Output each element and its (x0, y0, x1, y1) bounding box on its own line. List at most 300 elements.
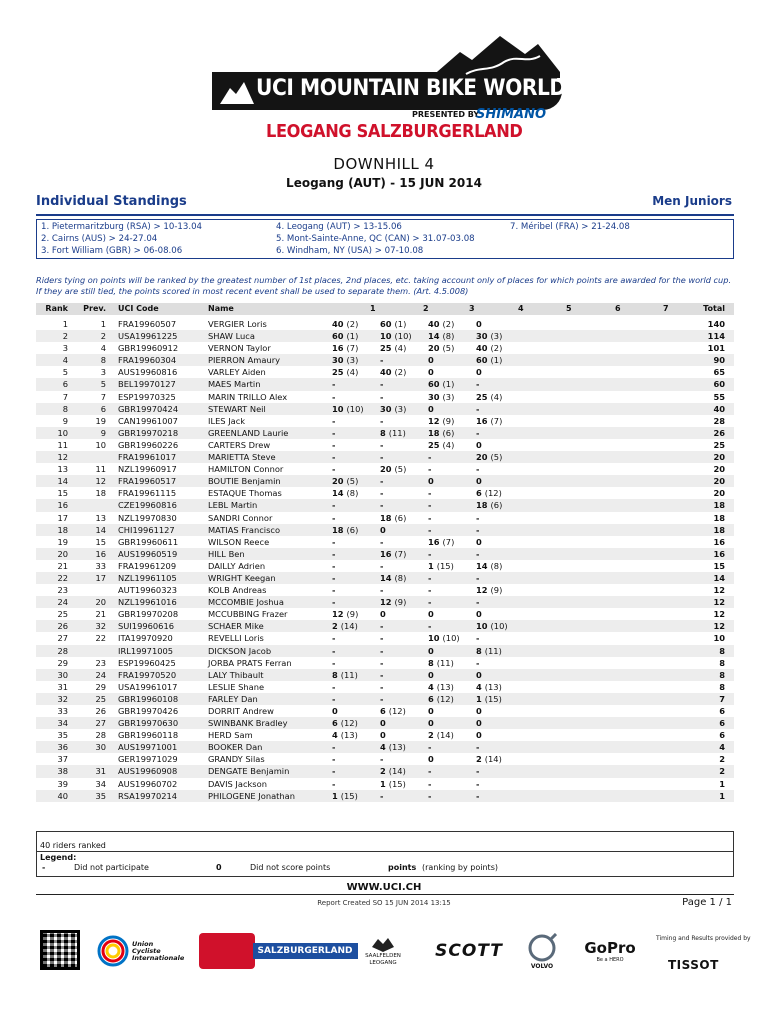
cell-event-2 (380, 717, 389, 729)
event-place: (14) (340, 621, 358, 632)
event-points: - (428, 790, 432, 801)
event-points: - (428, 597, 432, 608)
cell-total: 18 (713, 512, 725, 523)
event-points: 6 (428, 693, 434, 704)
event-points: - (332, 693, 336, 704)
event-place: (13) (388, 742, 406, 753)
cell-name: FARLEY Dan (208, 693, 258, 704)
cell-event-4 (476, 608, 485, 620)
event-place: (11) (436, 657, 454, 668)
event-points: 6 (332, 718, 338, 729)
cell-event-2 (380, 790, 386, 802)
cell-event-2 (380, 608, 389, 620)
event-points: 14 (332, 488, 344, 499)
event-points: 2 (332, 621, 338, 632)
event-points: - (380, 476, 384, 487)
table-row (36, 584, 734, 596)
table-row (36, 753, 734, 765)
event-place: (3) (442, 391, 455, 402)
cell-prev: 8 (100, 355, 106, 366)
cell-event-4 (476, 645, 502, 657)
section-title: Individual Standings (36, 194, 187, 209)
event-points: - (428, 778, 432, 789)
event-points: 40 (476, 343, 488, 354)
cell-event-3 (428, 524, 434, 536)
event-subtitle: Leogang (AUT) - 15 JUN 2014 (286, 176, 482, 190)
event-points: - (380, 391, 384, 402)
cell-code: FRA19960507 (118, 319, 177, 329)
timing-label: Timing and Results provided by (656, 935, 751, 942)
event-points: - (428, 548, 432, 559)
event-points: 0 (428, 669, 434, 680)
cell-name: VERGIER Loris (208, 319, 267, 329)
saalfelden-logo (352, 930, 414, 972)
cell-event-1 (332, 572, 338, 584)
col-event-6: 6 (615, 304, 621, 313)
table-row (36, 560, 734, 572)
website-link[interactable]: WWW.UCI.CH (346, 882, 422, 893)
cell-prev: 34 (95, 778, 106, 789)
event-place: (12) (388, 706, 406, 716)
cell-name: BOOKER Dan (208, 742, 263, 753)
event-points: 20 (428, 343, 440, 354)
cell-event-3 (428, 427, 454, 439)
cell-event-4 (476, 620, 508, 632)
event-points: - (380, 355, 384, 366)
event-place: (9) (442, 415, 455, 426)
event-place: (1) (490, 355, 503, 366)
event-place: (11) (484, 645, 502, 656)
cell-code: AUS19960519 (118, 548, 178, 559)
cell-prev: 22 (95, 633, 106, 644)
cell-event-2 (380, 705, 406, 717)
event-place: (2) (442, 319, 455, 329)
cell-event-3 (428, 548, 434, 560)
event-place: (6) (490, 500, 503, 511)
event-points: - (332, 391, 336, 402)
cell-prev: 21 (95, 609, 106, 620)
cell-code: RSA19970214 (118, 790, 178, 801)
cell-event-2 (380, 753, 386, 765)
eagle-icon (370, 935, 396, 953)
table-row (36, 572, 734, 584)
cell-rank: 15 (57, 488, 68, 499)
cell-event-1 (332, 729, 358, 741)
cell-rank: 13 (57, 464, 68, 475)
cell-event-1 (332, 753, 338, 765)
cell-event-3 (428, 512, 434, 524)
cell-event-3 (428, 705, 437, 717)
event-points: - (332, 766, 336, 777)
volvo-logo (520, 930, 564, 972)
venue-item: 2. Cairns (AUS) > 24-27.04 (41, 234, 158, 244)
event-place: (14) (388, 766, 406, 777)
cell-name: ILES Jack (208, 415, 246, 426)
event-place: (13) (436, 681, 454, 692)
event-points: 12 (428, 415, 440, 426)
table-row (36, 475, 734, 487)
event-points: 10 (380, 331, 392, 342)
cell-prev: 5 (100, 379, 106, 390)
cell-rank: 35 (57, 730, 68, 741)
cell-name: ESTAQUE Thomas (208, 488, 282, 499)
event-place: (12) (436, 693, 454, 704)
event-points: 30 (476, 331, 488, 342)
table-row (36, 705, 734, 717)
table-row (36, 427, 734, 439)
event-points: 1 (380, 778, 386, 789)
event-points: 10 (332, 403, 344, 414)
cell-prev: 26 (95, 706, 106, 716)
cell-total: 12 (713, 609, 725, 620)
cell-total: 20 (713, 464, 725, 475)
leogang-badge-logo (196, 930, 258, 972)
event-place: (8) (490, 560, 503, 571)
cell-event-1 (332, 608, 358, 620)
event-points: 1 (476, 693, 482, 704)
event-place: (15) (340, 790, 358, 801)
table-row (36, 451, 734, 463)
cell-total: 65 (713, 367, 725, 378)
cell-event-2 (380, 657, 386, 669)
cell-total: 140 (707, 319, 725, 329)
cell-event-3 (428, 499, 434, 511)
cell-event-1 (332, 439, 338, 451)
venue-item: 7. Méribel (FRA) > 21-24.08 (510, 222, 630, 232)
event-place: (2) (394, 367, 407, 378)
cell-name: LEBL Martin (208, 500, 258, 511)
cell-event-4 (476, 596, 482, 608)
cell-rank: 20 (57, 548, 68, 559)
cell-name: MARIETTA Steve (208, 452, 276, 463)
cell-event-2 (380, 378, 386, 390)
table-row (36, 330, 734, 342)
cell-event-1 (332, 669, 358, 681)
salzburgerland-label: SALZBURGERLAND (253, 943, 358, 959)
cell-event-2 (380, 451, 386, 463)
cell-total: 16 (713, 548, 725, 559)
table-row (36, 632, 734, 644)
scott-logo: SCOTT (435, 941, 503, 961)
cell-event-1 (332, 403, 364, 415)
event-points: - (476, 512, 480, 523)
venue-list (36, 219, 734, 259)
event-points: - (428, 500, 432, 511)
event-points: - (428, 524, 432, 535)
cell-event-3 (428, 632, 460, 644)
cell-code: GBR19960226 (118, 439, 179, 450)
cell-code: NZL19961105 (118, 572, 177, 583)
cell-rank: 10 (57, 427, 68, 438)
cell-rank: 31 (57, 681, 68, 692)
event-points: - (380, 439, 384, 450)
venue-item: 3. Fort William (GBR) > 06-08.06 (41, 246, 183, 256)
gopro-logo (572, 930, 648, 972)
cell-event-1 (332, 790, 358, 802)
uci-logo (96, 930, 130, 972)
event-points: - (476, 766, 480, 777)
cell-event-3 (428, 620, 434, 632)
cell-event-4 (476, 632, 482, 644)
event-place: (7) (394, 548, 407, 559)
event-place: (2) (490, 343, 503, 354)
event-points: 8 (332, 669, 338, 680)
cell-rank: 19 (57, 536, 68, 547)
cell-event-3 (428, 765, 434, 777)
table-row (36, 391, 734, 403)
cell-event-1 (332, 645, 338, 657)
event-points: 0 (428, 609, 434, 620)
cell-event-4 (476, 717, 485, 729)
cell-event-4 (476, 741, 482, 753)
cell-rank: 26 (57, 621, 68, 632)
event-points: - (380, 633, 384, 644)
cell-event-2 (380, 548, 406, 560)
event-points: 40 (380, 367, 392, 378)
event-points: - (476, 548, 480, 559)
cell-event-4 (476, 572, 482, 584)
event-points: 0 (476, 609, 482, 620)
cell-event-2 (380, 596, 406, 608)
col-event-3: 3 (469, 304, 475, 313)
event-points: - (428, 464, 432, 475)
event-place: (15) (436, 560, 454, 571)
cell-code: GBR19960611 (118, 536, 179, 547)
event-points: - (476, 597, 480, 608)
cell-code: AUS19960908 (118, 766, 178, 777)
cell-event-1 (332, 741, 338, 753)
cell-event-1 (332, 548, 338, 560)
event-points: - (476, 427, 480, 438)
cell-prev: 6 (100, 403, 106, 414)
event-points: 10 (476, 621, 488, 632)
cell-name: WRIGHT Keegan (208, 572, 276, 583)
cell-event-4 (476, 536, 485, 548)
event-points: - (380, 669, 384, 680)
cell-total: 26 (713, 427, 725, 438)
event-points: 0 (428, 403, 434, 414)
cell-event-3 (428, 487, 434, 499)
cell-total: 15 (713, 560, 725, 571)
cell-code: NZL19961016 (118, 597, 177, 608)
cell-event-3 (428, 717, 437, 729)
banner-title: UCI MOUNTAIN BIKE WORLD CUP (256, 76, 618, 101)
event-place: (13) (340, 730, 358, 741)
cell-code: ITA19970920 (118, 633, 173, 644)
cell-total: 18 (713, 500, 725, 511)
cell-event-2 (380, 366, 406, 378)
cell-event-4 (476, 342, 502, 354)
cell-total: 25 (713, 439, 725, 450)
cell-name: MCCOMBIE Joshua (208, 597, 284, 608)
cell-rank: 28 (57, 645, 68, 656)
event-place: (9) (394, 597, 407, 608)
cell-prev: 35 (95, 790, 106, 801)
event-points: - (380, 536, 384, 547)
cell-event-3 (428, 342, 454, 354)
event-points: 18 (428, 427, 440, 438)
cell-prev: 13 (95, 512, 106, 523)
cell-name: SANDRI Connor (208, 512, 273, 523)
cell-event-3 (428, 560, 454, 572)
cell-prev: 15 (95, 536, 106, 547)
event-points: - (380, 693, 384, 704)
event-points: - (428, 585, 432, 596)
cell-total: 16 (713, 536, 725, 547)
cell-event-4 (476, 403, 482, 415)
cell-event-4 (476, 753, 502, 765)
event-place: (3) (490, 331, 503, 342)
volvo-text: VOLVO (530, 962, 554, 970)
event-points: 16 (476, 415, 488, 426)
cell-event-2 (380, 354, 386, 366)
cell-code: FRA19970520 (118, 669, 177, 680)
standings-table (36, 318, 734, 802)
mountain-small-icon (220, 80, 254, 104)
riders-ranked: 40 riders ranked (40, 841, 106, 850)
cell-name: KOLB Andreas (208, 585, 267, 596)
cell-name: STEWART Neil (208, 403, 266, 414)
cell-total: 12 (713, 621, 725, 632)
cell-name: REVELLI Loris (208, 633, 264, 644)
cell-event-3 (428, 657, 454, 669)
cell-prev: 31 (95, 766, 106, 777)
event-points: - (332, 778, 336, 789)
cell-name: LALY Thibault (208, 669, 264, 680)
cell-rank: 8 (62, 403, 68, 414)
cell-code: USA19961017 (118, 681, 178, 692)
cell-event-3 (428, 451, 434, 463)
cell-rank: 21 (57, 560, 68, 571)
event-points: - (380, 379, 384, 390)
gopro-subtext: Be a HERO (596, 957, 624, 963)
cell-prev: 3 (100, 367, 106, 378)
cell-rank: 32 (57, 693, 68, 704)
cell-event-3 (428, 572, 434, 584)
event-points: - (332, 657, 336, 668)
event-points: 8 (476, 645, 482, 656)
event-points: - (332, 645, 336, 656)
event-points: - (428, 512, 432, 523)
cell-prev: 12 (95, 476, 106, 487)
event-points: 1 (428, 560, 434, 571)
table-row (36, 318, 734, 330)
event-points: - (380, 681, 384, 692)
table-row (36, 681, 734, 693)
cell-event-4 (476, 354, 502, 366)
cell-event-3 (428, 693, 454, 705)
cell-rank: 11 (57, 439, 68, 450)
event-points: 60 (476, 355, 488, 366)
col-event-1: 1 (370, 304, 376, 313)
table-row (36, 778, 734, 790)
event-place: (12) (340, 718, 358, 729)
cell-rank: 2 (62, 331, 68, 342)
cell-event-2 (380, 330, 412, 342)
cell-name: DAVIS Jackson (208, 778, 267, 789)
event-points: 25 (332, 367, 344, 378)
table-row (36, 620, 734, 632)
uci-rainbow-icon (96, 934, 130, 968)
event-points: 0 (428, 367, 434, 378)
event-points: - (380, 452, 384, 463)
cell-name: CARTERS Drew (208, 439, 271, 450)
cell-event-1 (332, 378, 338, 390)
cell-total: 55 (713, 391, 725, 402)
cell-prev: 9 (100, 427, 106, 438)
event-points: - (332, 379, 336, 390)
event-points: 60 (332, 331, 344, 342)
event-place: (7) (346, 343, 359, 354)
event-points: - (332, 681, 336, 692)
cell-event-4 (476, 548, 482, 560)
event-place: (4) (394, 343, 407, 354)
cell-event-4 (476, 584, 502, 596)
event-points: - (332, 452, 336, 463)
event-points: - (332, 415, 336, 426)
uci-wordmark (132, 930, 192, 972)
table-row (36, 524, 734, 536)
table-row (36, 403, 734, 415)
cell-event-1 (332, 354, 358, 366)
cell-event-4 (476, 318, 485, 330)
uci-text-line: Internationale (132, 953, 185, 962)
cell-event-4 (476, 415, 502, 427)
event-points: 0 (476, 718, 482, 729)
venue-item: 5. Mont-Sainte-Anne, QC (CAN) > 31.07-03.08 (276, 234, 475, 244)
table-row (36, 463, 734, 475)
cell-prev: 17 (95, 572, 106, 583)
event-place: (6) (394, 512, 407, 523)
cell-event-4 (476, 391, 502, 403)
cell-event-3 (428, 681, 454, 693)
event-place: (15) (388, 778, 406, 789)
cell-event-3 (428, 318, 454, 330)
cell-event-1 (332, 463, 338, 475)
event-points: 2 (428, 730, 434, 741)
cell-rank: 16 (57, 500, 68, 511)
cell-event-4 (476, 693, 502, 705)
event-points: 40 (332, 319, 344, 329)
cell-event-4 (476, 475, 485, 487)
cell-event-2 (380, 439, 386, 451)
cell-total: 28 (713, 415, 725, 426)
cell-event-1 (332, 415, 338, 427)
event-points: - (380, 621, 384, 632)
cell-event-4 (476, 778, 482, 790)
cell-prev: 2 (100, 331, 106, 342)
cell-prev: 20 (95, 597, 106, 608)
event-points: 0 (428, 355, 434, 366)
event-place: (3) (346, 355, 359, 366)
col-name: Name (208, 304, 234, 313)
event-points: 0 (476, 730, 482, 741)
cell-name: SWINBANK Bradley (208, 718, 288, 729)
cell-total: 6 (719, 718, 725, 729)
cell-event-4 (476, 765, 482, 777)
cell-total: 8 (719, 657, 725, 668)
cell-name: HAMILTON Connor (208, 464, 284, 475)
event-points: - (428, 742, 432, 753)
cell-prev: 10 (95, 439, 106, 450)
col-event-7: 7 (663, 304, 669, 313)
event-points: 30 (380, 403, 392, 414)
event-place: (10) (490, 621, 508, 632)
event-points: 14 (476, 560, 488, 571)
cell-code: BEL19970127 (118, 379, 176, 390)
event-points: 18 (476, 500, 488, 511)
cell-event-4 (476, 790, 482, 802)
